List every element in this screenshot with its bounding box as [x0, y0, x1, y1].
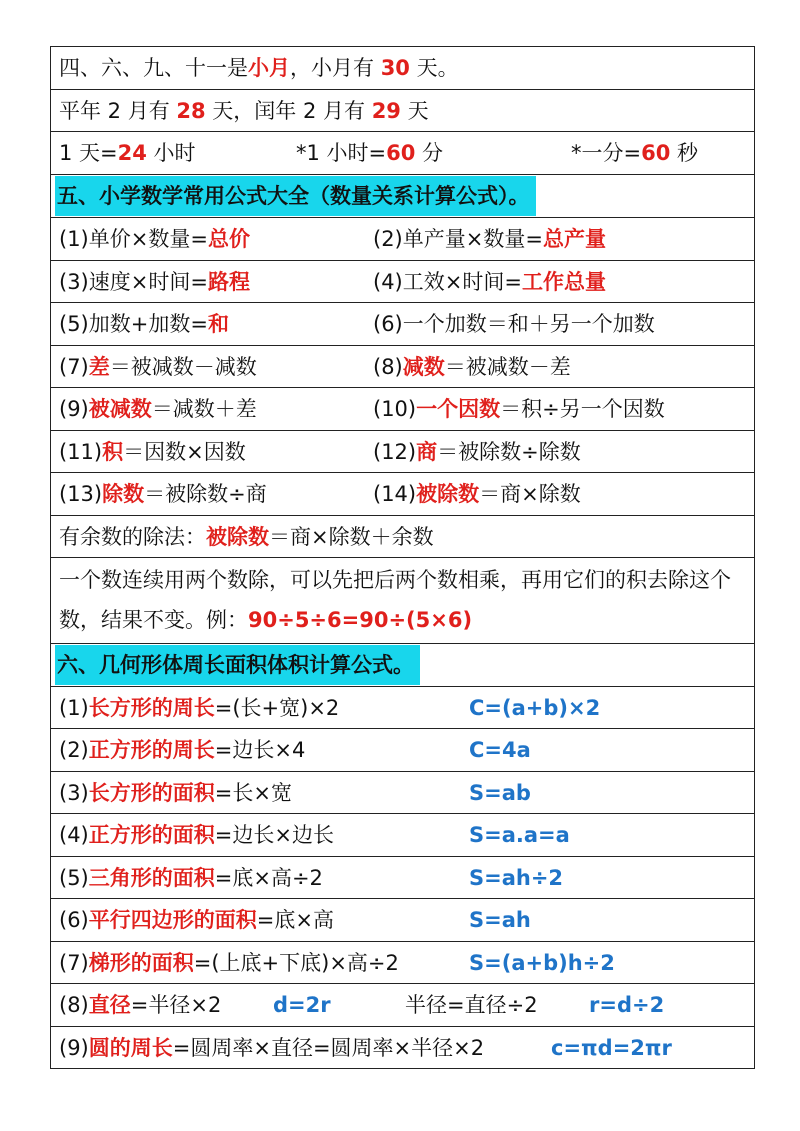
text: (10): [373, 397, 417, 421]
formula-blue: C=4a: [469, 738, 531, 762]
formula-left: [59, 227, 250, 251]
text: ，小月有: [290, 56, 381, 80]
text: =底×高: [256, 908, 334, 932]
item-number: (8): [59, 993, 89, 1017]
geometry-formula-row: [51, 814, 754, 857]
text: (2)单产量×数量=: [373, 227, 543, 251]
highlight-red: 梯形的面积: [88, 950, 194, 975]
text: 秒: [670, 141, 699, 165]
highlight-red: 路程: [207, 269, 250, 294]
text: (5)加数+加数=: [59, 312, 208, 336]
formula-left: [59, 397, 257, 421]
text: (7): [59, 950, 89, 975]
formula-blue: r=d÷2: [589, 993, 665, 1017]
highlight-red: 24: [117, 141, 147, 165]
highlight-red: 总价: [207, 227, 250, 251]
highlight-red: 积: [102, 439, 124, 464]
text: (14): [373, 482, 417, 506]
formula-right: [373, 473, 581, 516]
highlight-red: 28: [176, 99, 206, 123]
formula-right: [373, 431, 581, 474]
text: *一分=: [571, 141, 642, 165]
row-time-units: [51, 132, 754, 175]
highlight-red: 60: [386, 141, 416, 165]
text: (4): [59, 823, 89, 847]
text: (3): [59, 780, 89, 805]
text: =半径×2: [130, 993, 222, 1017]
row-circle-circumference: [51, 1027, 754, 1070]
row-diameter: [51, 984, 754, 1027]
text: =(长+宽)×2: [214, 695, 340, 720]
text: (4)工效×时间=: [373, 269, 522, 294]
text: (7): [59, 354, 89, 379]
formula-blue: S=a.a=a: [469, 823, 570, 847]
formula-right: [373, 346, 571, 389]
text: ＝因数×因数: [123, 439, 246, 464]
geometry-formula-row: [51, 772, 754, 815]
highlight-red: 圆的周长: [88, 1035, 173, 1060]
formula-blue: S=ah: [469, 908, 531, 932]
text: (9): [59, 397, 89, 421]
text: 平年 2 月有: [59, 99, 177, 123]
text: =(上底+下底)×高÷2: [193, 950, 399, 975]
highlight-red: 商: [416, 439, 438, 464]
formula-blue: c=πd=2πr: [551, 1035, 672, 1060]
formula-sheet: [50, 46, 755, 1069]
highlight-red: 和: [207, 312, 229, 336]
highlight-red: 30: [380, 56, 410, 80]
formula-right: [373, 261, 606, 304]
text: (1)单价×数量=: [59, 227, 208, 251]
row-consecutive-division: [51, 558, 754, 644]
text: (5): [59, 865, 89, 890]
formula-right: [373, 388, 665, 431]
geometry-formula-row: [51, 857, 754, 900]
text: (13): [59, 482, 103, 506]
quantity-formula-row: [51, 303, 754, 346]
highlight-red: 被除数: [416, 482, 480, 506]
text: 分: [415, 141, 444, 165]
section-title: 六、几何形体周长面积体积计算公式。: [55, 645, 420, 685]
formula-left: [59, 312, 229, 336]
highlight-red: 长方形的面积: [88, 780, 215, 805]
text: =边长×边长: [214, 823, 334, 847]
highlight-red: 减数: [402, 354, 445, 379]
row-february: [51, 90, 754, 132]
text: ＝减数＋差: [151, 397, 257, 421]
highlight-red: 总产量: [542, 227, 606, 251]
formula-left: [59, 482, 267, 506]
highlight-red: 除数: [102, 482, 145, 506]
formula-left: [59, 355, 257, 379]
text: ＝积÷另一个因数: [500, 397, 665, 421]
geometry-formula-row: [51, 899, 754, 942]
text: ＝商×除数＋余数: [269, 524, 434, 549]
formula-blue: S=ab: [469, 780, 531, 805]
text: 天。: [409, 56, 459, 80]
highlight-red: 29: [371, 99, 401, 123]
text: =长×宽: [214, 780, 292, 805]
highlight-red: 三角形的面积: [88, 865, 215, 890]
text: 四、六、九、十一是: [59, 56, 248, 80]
highlight-red: 被除数: [206, 524, 269, 549]
highlight-red: 60: [641, 141, 671, 165]
geometry-formula-row: [51, 687, 754, 730]
text: (6): [59, 908, 89, 932]
formula-left: [59, 270, 250, 294]
highlight-red: 长方形的周长: [88, 695, 215, 720]
formula-left: [59, 440, 246, 464]
row-remainder-division: [51, 516, 754, 558]
highlight-red: 直径: [88, 993, 131, 1017]
text: (11): [59, 439, 103, 464]
text: ＝被除数÷除数: [437, 439, 581, 464]
text: 小时: [146, 141, 196, 165]
quantity-formula-row: [51, 431, 754, 474]
section-title: 五、小学数学常用公式大全（数量关系计算公式）。: [55, 176, 536, 216]
quantity-formula-row: [51, 218, 754, 261]
quantity-formula-row: [51, 261, 754, 304]
highlight-red: 小月: [248, 56, 290, 80]
text: (8): [373, 354, 403, 379]
text: =边长×4: [214, 738, 306, 762]
text: (1): [59, 695, 89, 720]
quantity-formula-row: [51, 388, 754, 431]
formula-blue: d=2r: [273, 993, 331, 1017]
highlight-red: 差: [88, 354, 110, 379]
text: 1 天=: [59, 141, 118, 165]
paragraph-text: 一个数连续用两个数除，可以先把后两个数相乘，再用它们的积去除这个数，结果不变。例：: [59, 567, 731, 632]
highlight-red: 正方形的周长: [88, 738, 215, 762]
highlight-red: 一个因数: [416, 397, 501, 421]
formula-blue: S=(a+b)h÷2: [469, 950, 615, 975]
text: ＝被减数－减数: [109, 354, 257, 379]
example-formula: 90÷5÷6=90÷(5×6): [248, 607, 473, 632]
formula-right: [373, 218, 606, 261]
highlight-red: 正方形的面积: [88, 823, 215, 847]
section-5-heading: [51, 175, 754, 218]
text: ＝被除数÷商: [144, 482, 267, 506]
quantity-formula-row: [51, 473, 754, 516]
text: 有余数的除法：: [59, 524, 206, 549]
text: 天: [400, 99, 429, 123]
item-number: (9): [59, 1035, 89, 1060]
text: (12): [373, 439, 417, 464]
quantity-formula-row: [51, 346, 754, 389]
text: 天，闰年 2 月有: [205, 99, 372, 123]
text: (2): [59, 738, 89, 762]
text: (3)速度×时间=: [59, 269, 208, 294]
formula-blue: S=ah÷2: [469, 865, 564, 890]
text: (6)一个加数＝和＋另一个加数: [373, 312, 655, 336]
text: =圆周率×直径=圆周率×半径×2: [172, 1035, 485, 1060]
formula-right: [373, 303, 655, 346]
formula-blue: C=(a+b)×2: [469, 695, 601, 720]
text: *1 小时=: [296, 141, 387, 165]
highlight-red: 平行四边形的面积: [88, 908, 257, 932]
geometry-formula-row: [51, 729, 754, 772]
text: ＝被减数－差: [444, 354, 571, 379]
text: =底×高÷2: [214, 865, 323, 890]
geometry-formula-row: [51, 942, 754, 985]
row-small-months: [51, 47, 754, 90]
section-6-heading: [51, 644, 754, 687]
text: 半径=直径÷2: [405, 993, 538, 1017]
highlight-red: 工作总量: [521, 269, 606, 294]
text: ＝商×除数: [479, 482, 581, 506]
highlight-red: 被减数: [88, 397, 152, 421]
